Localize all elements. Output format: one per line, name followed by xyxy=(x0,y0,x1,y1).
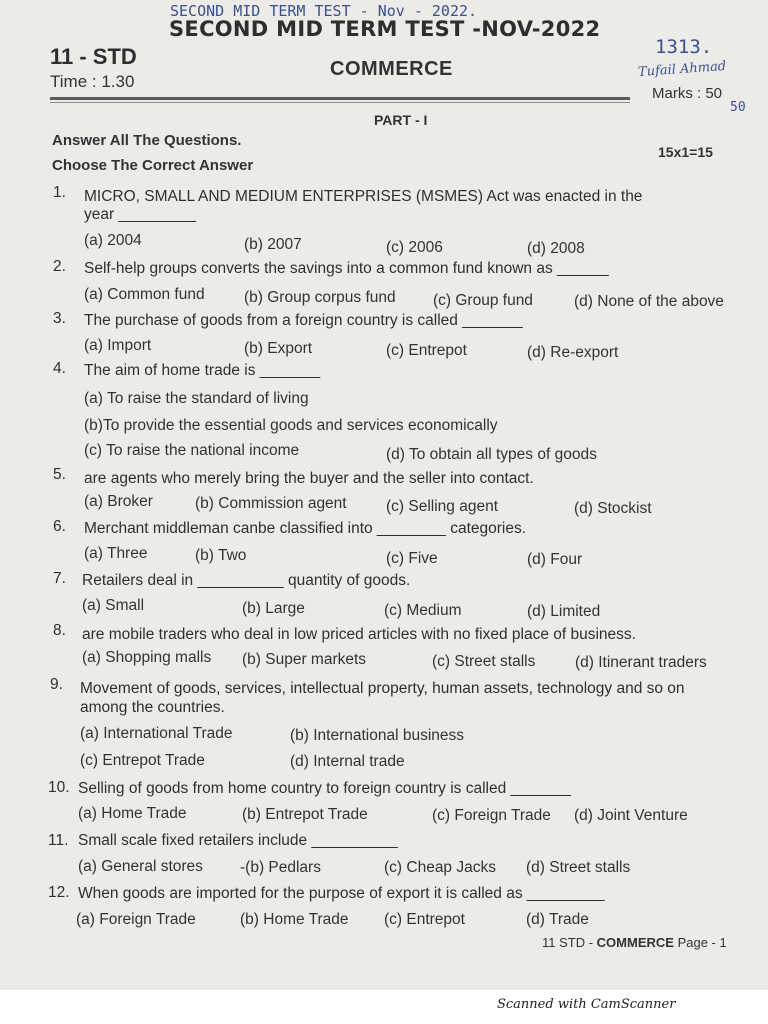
option: (b) 2007 xyxy=(244,236,302,253)
question-number: 4. xyxy=(53,360,66,377)
page-footer xyxy=(542,935,727,950)
question-number: 2. xyxy=(53,258,66,275)
option: (b) Entrepot Trade xyxy=(242,806,368,823)
option: (d) None of the above xyxy=(574,293,724,310)
handwritten-marks: 50 xyxy=(730,100,746,115)
subject-title: COMMERCE xyxy=(330,58,453,80)
handwritten-title: SECOND MID TERM TEST - Nov - 2022. xyxy=(170,2,478,20)
question-text: are mobile traders who deal in low priced articles with no fixed place of business. xyxy=(82,626,636,643)
option: (c) Cheap Jacks xyxy=(384,859,496,876)
question-number: 3. xyxy=(53,310,66,327)
option: (b) Commission agent xyxy=(195,495,347,512)
question-text: are agents who merely bring the buyer and the seller into contact. xyxy=(84,470,534,487)
option: (c) Five xyxy=(386,550,438,567)
option: (c) Street stalls xyxy=(432,653,536,670)
option: (d) Trade xyxy=(526,911,589,928)
question-text: When goods are imported for the purpose of export it is called as _________ xyxy=(78,885,605,902)
footer-subject: COMMERCE xyxy=(596,935,674,950)
handwritten-name: Tufail Ahmad xyxy=(637,58,727,81)
footer-std: 11 STD - xyxy=(542,935,597,950)
option: (a) To raise the standard of living xyxy=(84,390,309,407)
instruction-choose: Choose The Correct Answer xyxy=(52,157,254,174)
option: (d) Stockist xyxy=(574,500,652,517)
question-number: 10. xyxy=(48,779,70,796)
question-text: among the countries. xyxy=(80,699,225,716)
score-scheme: 15x1=15 xyxy=(658,144,713,160)
question-text: Small scale fixed retailers include __________ xyxy=(78,832,398,849)
option: (a) 2004 xyxy=(84,232,142,249)
option: (a) International Trade xyxy=(80,725,233,742)
question-text: Selling of goods from home country to foreign country is called _______ xyxy=(78,780,571,797)
option: (d) Joint Venture xyxy=(574,807,688,824)
question-text: year _________ xyxy=(84,206,197,223)
option: (d) 2008 xyxy=(527,240,585,257)
option: (c) To raise the national income xyxy=(84,442,300,459)
question-text: Retailers deal in __________ quantity of goods. xyxy=(82,572,411,589)
option: (b) Large xyxy=(242,600,305,617)
question-number: 12. xyxy=(48,884,70,901)
header-rule xyxy=(50,97,630,100)
option: (c) Group fund xyxy=(433,292,533,309)
option: (c) 2006 xyxy=(386,239,443,256)
option: (b) International business xyxy=(290,727,465,744)
option: (a) Import xyxy=(84,337,152,354)
option: (c) Entrepot xyxy=(384,911,465,928)
option: (a) Home Trade xyxy=(78,805,187,822)
option: (c) Entrepot Trade xyxy=(80,752,205,769)
footer-page: Page - 1 xyxy=(673,935,727,950)
question-text: The purchase of goods from a foreign country is called _______ xyxy=(84,312,523,329)
option: (b) Two xyxy=(195,547,247,564)
question-number: 7. xyxy=(53,570,66,587)
handwritten-number: 1313. xyxy=(655,36,713,58)
question-text: Movement of goods, services, intellectual property, human assets, technology and so on xyxy=(80,680,685,697)
option: (a) General stores xyxy=(78,858,203,875)
instruction-answer-all: Answer All The Questions. xyxy=(52,132,242,149)
option: (b) Home Trade xyxy=(240,911,349,928)
option: (a) Shopping malls xyxy=(82,649,212,666)
option: (b) Group corpus fund xyxy=(244,289,396,306)
option: (c) Foreign Trade xyxy=(432,807,551,824)
option: (d) Itinerant traders xyxy=(575,654,707,671)
option: (a) Foreign Trade xyxy=(76,911,196,928)
option: (a) Small xyxy=(82,597,145,614)
header-rule-thin xyxy=(50,102,630,103)
option: (d) Four xyxy=(527,551,583,568)
part-heading: PART - I xyxy=(374,112,428,128)
question-number: 6. xyxy=(53,518,66,535)
time-label: Time : 1.30 xyxy=(50,72,135,91)
option: (d) To obtain all types of goods xyxy=(386,446,597,463)
question-number: 11. xyxy=(48,832,69,849)
option: (b)To provide the essential goods and services economically xyxy=(84,417,498,434)
question-number: 8. xyxy=(53,622,66,639)
option: (c) Medium xyxy=(384,602,462,619)
option: (a) Broker xyxy=(84,493,153,510)
option: -(b) Pedlars xyxy=(240,859,321,876)
option: (d) Street stalls xyxy=(526,859,631,876)
question-text: Merchant middleman canbe classified into ________ categories. xyxy=(84,520,527,537)
option: (d) Limited xyxy=(527,603,601,620)
standard-label: 11 - STD xyxy=(50,44,137,69)
option: (d) Internal trade xyxy=(290,753,405,770)
option: (c) Entrepot xyxy=(386,342,467,359)
option: (a) Three xyxy=(84,545,148,562)
option: (a) Common fund xyxy=(84,286,205,303)
question-text: MICRO, SMALL AND MEDIUM ENTERPRISES (MSMES) Act was enacted in the xyxy=(84,188,643,205)
option: (b) Export xyxy=(244,340,313,357)
question-number: 9. xyxy=(50,676,63,693)
question-number: 5. xyxy=(53,466,66,483)
option: (d) Re-export xyxy=(527,344,619,361)
question-text: The aim of home trade is _______ xyxy=(84,362,321,379)
question-number: 1. xyxy=(53,184,66,201)
option: (b) Super markets xyxy=(242,651,367,668)
exam-title: SECOND MID TERM TEST -NOV-2022 xyxy=(169,17,601,41)
option: (c) Selling agent xyxy=(386,498,499,515)
scanner-watermark: Scanned with CamScanner xyxy=(497,997,676,1012)
question-text: Self-help groups converts the savings into a common fund known as ______ xyxy=(84,260,609,277)
marks-label: Marks : 50 xyxy=(652,85,723,102)
